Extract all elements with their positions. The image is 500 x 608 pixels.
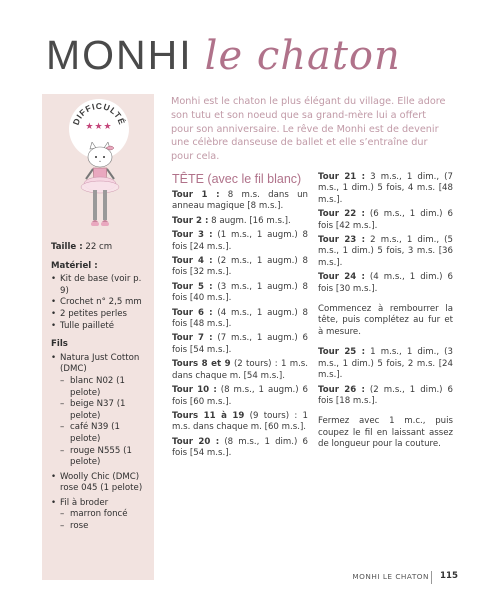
size-label: Taille : [51, 242, 83, 252]
note-stuffing: Commencez à rembourrer la tête, puis complétez au fur et à mesure. [318, 304, 453, 337]
threads-heading: Fils [51, 339, 68, 350]
difficulty-stars: ★★★ [85, 122, 113, 132]
thread-item: • Natura Just Cotton (DMC) [51, 353, 151, 376]
round-label: Tour 4 : [172, 256, 213, 267]
round-label: Tour 22 : [318, 209, 365, 220]
round-label: Tour 23 : [318, 235, 366, 246]
round-row [318, 347, 453, 381]
section-title: TÊTE (avec le fil blanc) [172, 172, 302, 186]
round-row [172, 411, 308, 434]
round-text: 2 m.s., 1 dim., (5 m.s., 1 dim.) 5 fois, 3 m.s. [36 m.s.]. [318, 235, 453, 268]
materials-heading: Matériel : [51, 260, 98, 271]
round-text: 1 m.s., 1 dim., (3 m.s., 1 dim.) 5 fois, 2 m.s. [24 m.s.]. [318, 347, 453, 381]
intro-paragraph: Monhi est le chaton le plus élégant du village. Elle adore son tutu et son noeud que sa grand-mère lui a offert pour son anniversaire. Le rêve de Monhi est de devenir une célèbre danseuse de ballet et elle s’entraîne dur pour cela. [171, 96, 446, 163]
material-item: • Tulle pailleté [51, 321, 151, 333]
round-text: 3 m.s., 1 dim., (7 m.s., 1 dim.) 5 fois, 4 m.s. [48 m.s.]. [318, 172, 453, 205]
round-text: (9 tours) : 1 m.s. dans chaque m. [60 m.s.]. [172, 410, 309, 433]
thread-item: • Woolly Chic (DMC) rose 045 (1 pelote) [51, 472, 151, 495]
title-main: MONHI [46, 32, 193, 78]
cat-doll-illustration [73, 142, 127, 236]
round-label: Tour 10 : [172, 385, 217, 396]
round-label: Tour 3 : [172, 230, 213, 241]
round-row [172, 256, 308, 279]
title-script: le chaton [204, 33, 401, 79]
round-label: Tour 24 : [318, 272, 365, 283]
round-label: Tours 8 et 9 [172, 359, 231, 370]
round-label: Tour 21 : [318, 172, 366, 182]
running-title: MONHI LE CHATON [352, 572, 429, 581]
round-row [318, 385, 453, 408]
round-row [172, 333, 308, 356]
round-label: Tour 2 : [172, 215, 209, 226]
round-row [172, 230, 308, 253]
round-row [172, 190, 308, 213]
round-row [172, 216, 308, 227]
round-text: (4 m.s., 1 dim.) 6 fois [30 m.s.]. [318, 272, 453, 294]
thread-color: – beige N37 (1 pelote) [51, 399, 151, 422]
material-item: • 2 petites perles [51, 309, 151, 321]
material-item: • Kit de base (voir p. 9) [51, 274, 151, 297]
round-text: (7 m.s., 1 augm.) 6 fois [54 m.s.]. [172, 333, 308, 355]
round-row [172, 308, 308, 331]
round-text: (2 m.s., 1 augm.) 8 fois [32 m.s.]. [172, 256, 308, 278]
round-row [318, 235, 453, 269]
thread-color: – blanc N02 (1 pelote) [51, 376, 151, 399]
materials-list [51, 274, 151, 332]
round-text: 8 m.s. dans un anneau magique [8 m.s.]. [172, 190, 308, 212]
round-label: Tour 5 : [172, 281, 213, 292]
instructions-left [172, 190, 308, 463]
page-title [46, 32, 401, 82]
round-label: Tour 26 : [318, 384, 365, 395]
thread-color: – marron foncé [51, 509, 151, 521]
round-text: (2 tours) : 1 m.s. dans chaque m. [54 m.s.]. [172, 359, 309, 381]
size-value: 22 cm [85, 242, 113, 252]
instructions-right [318, 172, 453, 454]
round-label: Tour 20 : [172, 436, 220, 447]
thread-color: – rouge N555 (1 pelote) [51, 446, 151, 469]
round-label: Tours 11 à 19 [172, 410, 245, 421]
round-label: Tour 1 : [172, 190, 220, 200]
round-row [172, 385, 308, 408]
round-label: Tour 6 : [172, 307, 213, 318]
note-finish: Fermez avec 1 m.c., puis coupez le fil en laissant assez de longueur pour la couture. [318, 416, 453, 450]
thread-item: • Fil à broder [51, 498, 151, 510]
round-row [318, 172, 453, 206]
round-row [172, 282, 308, 305]
round-text: (2 m.s., 1 dim.) 6 fois [18 m.s.]. [318, 384, 453, 406]
material-item: • Crochet n° 2,5 mm [51, 297, 151, 309]
round-text: (6 m.s., 1 dim.) 6 fois [42 m.s.]. [318, 209, 453, 231]
round-text: (3 m.s., 1 augm.) 8 fois [40 m.s.]. [172, 281, 308, 304]
round-text: 8 augm. [16 m.s.]. [211, 215, 291, 226]
round-text: (4 m.s., 1 augm.) 8 fois [48 m.s.]. [172, 307, 308, 330]
round-text: (1 m.s., 1 augm.) 8 fois [24 m.s.]. [172, 230, 308, 252]
size-row [51, 242, 151, 254]
footer-divider [431, 571, 432, 584]
materials-panel [51, 242, 151, 533]
round-text: (8 m.s., 1 augm.) 6 fois [60 m.s.]. [172, 385, 308, 407]
round-row [318, 209, 453, 232]
round-row [172, 359, 308, 382]
round-label: Tour 25 : [318, 347, 366, 358]
round-label: Tour 7 : [172, 333, 213, 344]
page-number: 115 [440, 571, 458, 581]
thread-color: – rose [51, 521, 151, 533]
threads-list [51, 353, 151, 533]
round-text: (8 m.s., 1 dim.) 6 fois [54 m.s.]. [172, 436, 308, 459]
round-row [172, 437, 308, 460]
difficulty-label: DIFFICULTÉ [70, 100, 128, 127]
thread-color: – café N39 (1 pelote) [51, 422, 151, 445]
round-row [318, 272, 453, 295]
